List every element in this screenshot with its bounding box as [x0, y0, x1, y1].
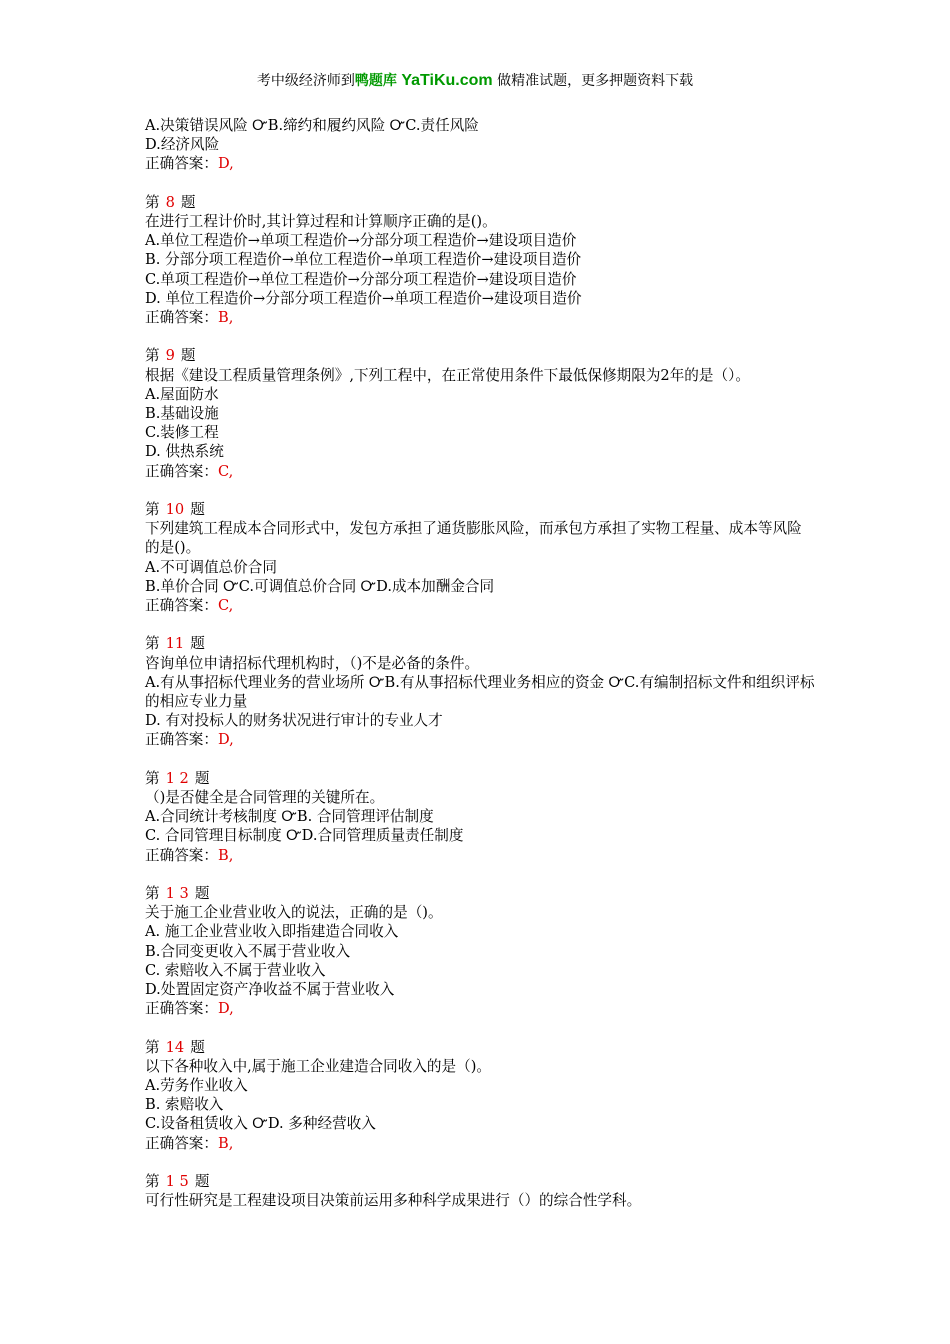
answer-line: [145, 596, 815, 615]
question-number: 11: [165, 635, 185, 653]
option-line: A.屋面防水: [145, 385, 219, 403]
option-line: B.合同变更收入不属于营业收入: [145, 942, 351, 960]
answer-value: D,: [217, 1000, 234, 1018]
option-line: C.装修工程: [145, 424, 219, 442]
answer-line: [145, 1134, 815, 1153]
question-text: 下列建筑工程成本合同形式中，发包方承担了通货膨胀风险，而承包方承担了实物工程量、成本等风险的是()。: [145, 520, 802, 557]
answer-label: 正确答案：: [145, 1134, 218, 1152]
question-prefix: 第: [145, 885, 160, 903]
question-text: 可行性研究是工程建设项目决策前运用多种科学成果进行（）的综合性学科。: [145, 1192, 642, 1210]
option-line: D. 有对投标人的财务状况进行审计的专业人才: [145, 712, 443, 730]
option-line: B.基础设施: [145, 405, 219, 423]
answer-value: B,: [217, 1134, 234, 1152]
question-prefix: 第: [145, 193, 160, 211]
question-block: [145, 1172, 815, 1210]
option-line: A.合同统计考核制度 ᏅB. 合同管理评估制度: [145, 808, 434, 826]
option-line: B.单价合同 ᏅC.可调值总价合同 ᏅD.成本加酬金合同: [145, 577, 495, 595]
question-heading: [145, 884, 815, 903]
header-suffix: 做精准试题，更多押题资料下载: [497, 73, 694, 89]
option-line: D. 单位工程造价→分部分项工程造价→单项工程造价→建设项目造价: [145, 289, 582, 307]
page-header: [0, 72, 950, 90]
question-number: 10: [165, 501, 185, 519]
option-line: C. 索赔收入不属于营业收入: [145, 961, 326, 979]
question-block: [145, 634, 815, 749]
question-prefix: 第: [145, 1038, 160, 1056]
question-prefix: 第: [145, 769, 160, 787]
question-prefix: 第: [145, 501, 160, 519]
answer-label: 正确答案：: [145, 309, 218, 327]
question-number: 1 2: [165, 769, 189, 787]
brand-name[interactable]: 鸭题库: [354, 73, 397, 89]
answer-line: [145, 846, 815, 865]
question-suffix: 题: [194, 769, 210, 787]
header-prefix: 考中级经济师到: [256, 73, 355, 89]
question-block: [145, 500, 815, 615]
question-heading: [145, 1172, 815, 1191]
question-block: [145, 769, 815, 865]
option-line: D.经济风险: [145, 136, 220, 154]
question-number: 14: [165, 1038, 185, 1056]
option-line: C.设备租赁收入 ᏅD. 多种经营收入: [145, 1115, 376, 1133]
answer-value: D,: [217, 155, 234, 173]
option-line: A. 施工企业营业收入即指建造合同收入: [145, 923, 399, 941]
option-line: B. 索赔收入: [145, 1096, 224, 1114]
question-number: 8: [165, 193, 175, 211]
answer-line: [145, 154, 815, 173]
option-line: A.单位工程造价→单项工程造价→分部分项工程造价→建设项目造价: [145, 232, 577, 250]
question-list: [145, 116, 815, 1230]
answer-value: D,: [217, 731, 234, 749]
answer-line: [145, 462, 815, 481]
answer-label: 正确答案：: [145, 731, 218, 749]
question-number: 9: [165, 347, 175, 365]
answer-line: [145, 730, 815, 749]
question-suffix: 题: [180, 193, 196, 211]
question-heading: [145, 500, 815, 519]
answer-value: C,: [217, 597, 234, 615]
answer-value: B,: [217, 846, 234, 864]
answer-line: [145, 999, 815, 1018]
brand-domain[interactable]: YaTiKu.com: [401, 72, 493, 89]
answer-label: 正确答案：: [145, 155, 218, 173]
question-text: 在进行工程计价时,其计算过程和计算顺序正确的是()。: [145, 213, 497, 230]
question-prefix: 第: [145, 347, 160, 365]
question-block: [145, 1038, 815, 1153]
question-suffix: 题: [194, 1173, 210, 1191]
option-line: D. 供热系统: [145, 443, 224, 461]
option-line: A.不可调值总价合同: [145, 558, 277, 576]
question-heading: [145, 634, 815, 653]
question-suffix: 题: [180, 347, 196, 365]
answer-value: B,: [217, 309, 234, 327]
question-suffix: 题: [190, 1038, 205, 1056]
option-line: B. 分部分项工程造价→单位工程造价→单项工程造价→建设项目造价: [145, 251, 582, 269]
question-block: [145, 346, 815, 480]
option-line: A.劳务作业收入: [145, 1077, 248, 1095]
question-number: 1 3: [165, 885, 189, 903]
question-suffix: 题: [190, 501, 205, 519]
question-text: 根据《建设工程质量管理条例》,下列工程中，在正常使用条件下最低保修期限为2年的是（）。: [145, 366, 750, 384]
option-line: A.有从事招标代理业务的营业场所 ᏅB.有从事招标代理业务相应的资金 ᏅC.有编制招标文件和组织评标的相应专业力量: [145, 673, 815, 711]
question-text: （)是否健全是合同管理的关键所在。: [145, 789, 385, 807]
question-text: 关于施工企业营业收入的说法，正确的是（)。: [145, 904, 443, 922]
question-suffix: 题: [190, 635, 205, 653]
question-heading: [145, 346, 815, 365]
answer-label: 正确答案：: [145, 846, 218, 864]
answer-label: 正确答案：: [145, 462, 218, 480]
option-line: C. 合同管理目标制度 ᏅD.合同管理质量责任制度: [145, 827, 464, 845]
question-heading: [145, 1038, 815, 1057]
option-line: C.单项工程造价→单位工程造价→分部分项工程造价→建设项目造价: [145, 270, 577, 288]
question-text: 咨询单位申请招标代理机构时，（)不是必备的条件。: [145, 654, 480, 672]
question-heading: [145, 769, 815, 788]
question-suffix: 题: [194, 885, 210, 903]
question-prefix: 第: [145, 635, 160, 653]
question-number: 1 5: [165, 1173, 189, 1191]
question-block: [145, 116, 815, 174]
answer-label: 正确答案：: [145, 597, 218, 615]
question-text: 以下各种收入中,属于施工企业建造合同收入的是（)。: [145, 1057, 491, 1075]
answer-label: 正确答案：: [145, 1000, 218, 1018]
question-heading: [145, 193, 815, 212]
option-line: A.决策错误风险 ﻿ᏅB.缔约和履约风险 ᏅC.责任风险: [145, 117, 479, 134]
answer-value: C,: [217, 462, 234, 480]
question-block: [145, 884, 815, 1018]
answer-line: [145, 308, 815, 327]
option-line: D.处置固定资产净收益不属于营业收入: [145, 981, 395, 999]
question-prefix: 第: [145, 1173, 160, 1191]
question-block: [145, 193, 815, 327]
